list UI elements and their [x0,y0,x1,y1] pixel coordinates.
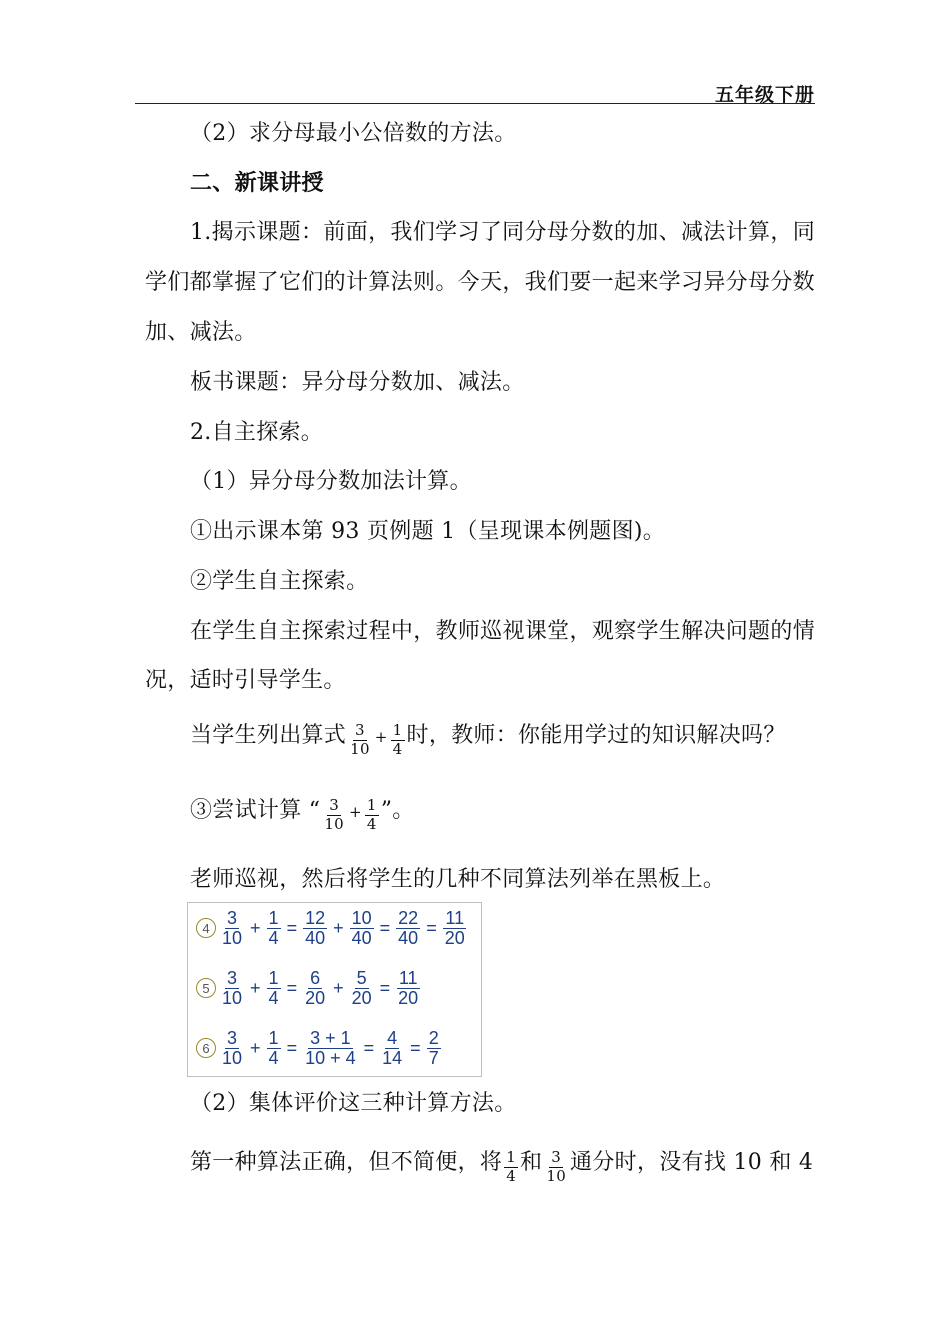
numerator: 3 [227,908,238,928]
text-line: ①出示课本第 93 页例题 1（呈现课本例题图)。 [190,519,666,544]
numerator: 1 [268,968,279,988]
solution-row-5 [196,969,422,1008]
numerator: 6 [310,968,321,988]
denominator: 14 [382,1047,403,1068]
board-fraction [396,909,420,948]
fraction [504,1149,518,1185]
header-grade-label: 五年级下册 [714,84,815,106]
numerator: 10 [351,908,372,928]
header-rule [135,103,815,104]
text-segment: ③尝试计算 “ [190,798,321,823]
denominator: 4 [268,1047,279,1068]
denominator: 40 [351,927,372,948]
board-fraction [267,969,281,1008]
fraction [348,722,372,758]
numerator: 3 [227,968,238,988]
numerator: 2 [428,1028,439,1048]
equals-sign: = [286,1037,298,1058]
text-segment: 时，教师：你能用学过的知识解决吗？ [406,723,786,748]
denominator: 4 [506,1166,517,1185]
numerator: 3 [329,796,340,815]
denominator: 10 [222,927,243,948]
denominator: 10 [222,987,243,1008]
denominator: 40 [305,927,326,948]
text-line: ②学生自主探索。 [190,569,369,594]
board-fraction [350,969,374,1008]
board-fraction [396,969,420,1008]
equals-sign: = [286,917,298,938]
text-line: 老师巡视，然后将学生的几种不同算法列举在黑板上。 [190,867,726,892]
denominator: 4 [366,814,377,833]
equals-sign: = [379,917,391,938]
circled-number-marker: 5 [196,978,216,998]
denominator: 10 [222,1047,243,1068]
denominator: 4 [392,739,403,758]
numerator: 1 [268,908,279,928]
board-fraction [267,909,281,948]
numerator: 1 [506,1148,517,1167]
equals-sign: = [410,1037,421,1058]
text-line: 板书课题：异分母分数加、减法。 [190,370,525,395]
fraction [322,797,346,833]
text-segment: 和 [520,1150,543,1175]
denominator: 7 [428,1047,439,1068]
solution-row-4 [196,909,469,948]
fraction [365,797,379,833]
denominator: 10 [546,1166,567,1185]
text-segment: 第一种算法正确，但不简便，将 [190,1150,503,1175]
numerator: 5 [356,968,367,988]
numerator: 1 [392,721,403,740]
text-line-with-expression [190,793,415,833]
board-fraction [220,1029,244,1068]
board-fraction [303,1029,358,1068]
numerator: 4 [387,1028,398,1048]
denominator: 20 [444,927,465,948]
equals-sign: = [286,977,298,998]
plus-sign: + [333,917,344,938]
text-line: 在学生自主探索过程中，教师巡视课堂，观察学生解决问题的情 [190,619,815,644]
text-line: 学们都掌握了它们的计算法则。今天，我们要一起来学习异分母分数 [145,270,815,295]
board-fraction [380,1029,404,1068]
text-line-with-expression [190,1145,814,1185]
board-fraction [267,1029,281,1068]
text-line: （2）集体评价这三种计算方法。 [190,1091,517,1116]
text-line: （2）求分母最小公倍数的方法。 [190,121,517,146]
fraction [544,1149,568,1185]
board-fraction [350,909,374,948]
plus-sign: + [349,803,362,821]
board-fraction [303,909,327,948]
text-line: （1）异分母分数加法计算。 [190,469,472,494]
denominator: 10 [350,739,370,758]
denominator: 10 [324,814,345,833]
denominator: 40 [398,927,419,948]
denominator: 20 [305,987,326,1008]
numerator: 3 [355,721,365,740]
board-fraction [220,909,244,948]
numerator: 3 [227,1028,238,1048]
numerator: 22 [398,908,419,928]
equals-sign: = [363,1037,375,1058]
plus-sign: + [250,917,261,938]
circled-number-marker: 4 [196,918,216,938]
numerator: 11 [398,968,418,988]
denominator: 4 [268,927,279,948]
board-fraction [220,969,244,1008]
numerator: 3 [551,1148,562,1167]
numerator: 1 [268,1028,279,1048]
numerator: 11 [445,908,465,928]
text-line: 2.自主探索。 [190,420,324,445]
circled-number-marker: 6 [196,1038,216,1058]
board-fraction [303,969,327,1008]
plus-sign: + [250,977,261,998]
plus-sign: + [250,1037,261,1058]
text-line: 1.揭示课题：前面，我们学习了同分母分数的加、减法计算，同 [190,220,815,245]
text-segment: 通分时，没有找 10 和 4 [570,1150,814,1175]
plus-sign: + [374,728,388,746]
text-segment: ”。 [380,798,415,823]
text-segment: 当学生列出算式 [190,723,347,748]
solutions-figure [187,902,482,1077]
board-fraction [427,1029,441,1068]
fraction [391,722,405,758]
denominator: 20 [398,987,419,1008]
text-line-with-expression [190,718,786,758]
text-line: 加、减法。 [145,320,257,345]
board-fraction [443,909,467,948]
denominator: 20 [351,987,372,1008]
text-line: 况，适时引导学生。 [145,668,346,693]
numerator: 3 + 1 [310,1028,351,1048]
solution-row-6 [196,1029,443,1068]
section-heading: 二、新课讲授 [190,170,324,196]
denominator: 10 + 4 [305,1047,356,1068]
numerator: 1 [366,796,377,815]
numerator: 12 [305,908,326,928]
equals-sign: = [426,917,437,938]
equals-sign: = [379,977,391,998]
denominator: 4 [268,987,279,1008]
plus-sign: + [333,977,344,998]
